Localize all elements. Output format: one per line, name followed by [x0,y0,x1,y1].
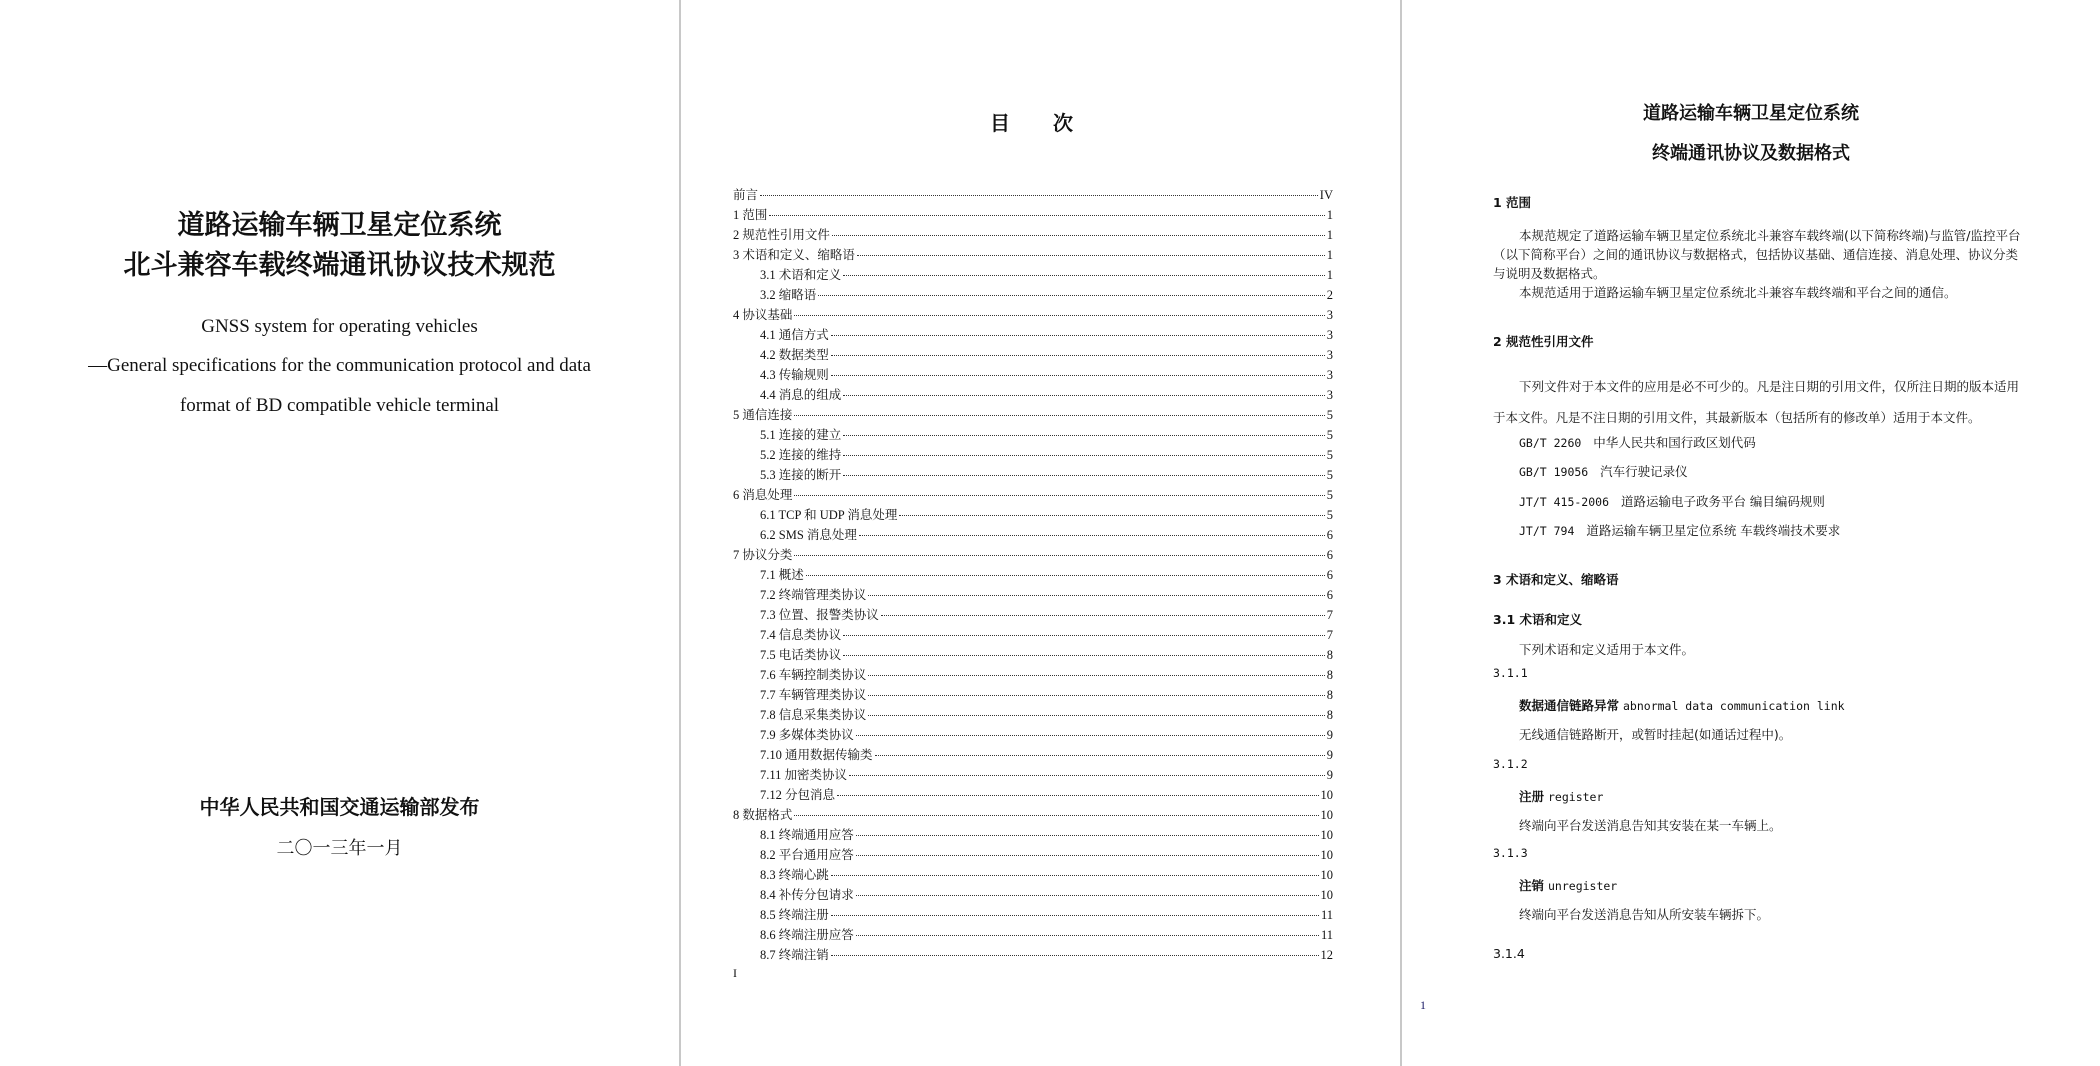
toc-entry-page: 5 [1326,448,1333,462]
toc-entry-page: 7 [1326,628,1333,642]
toc-entry-label: 8.7 终端注销 [760,948,829,962]
toc-entry-page: 1 [1326,208,1333,222]
toc-entry-page: 3 [1326,368,1333,382]
toc-entry-page: 11 [1320,928,1333,942]
toc-entry[interactable] [733,305,1333,325]
reference-title: 道路运输车辆卫星定位系统 车载终端技术要求 [1586,523,1841,538]
reference-code: JT/T 794 [1519,524,1575,538]
toc-entry-page: 8 [1326,708,1333,722]
toc-entry-label: 6.2 SMS 消息处理 [760,528,857,542]
toc-entry-label: 7.8 信息采集类协议 [760,708,867,722]
term-name-en: abnormal data communication link [1623,699,1845,713]
term-name [1519,876,1617,894]
toc-entry[interactable] [733,745,1333,765]
toc-entry-label: 7.6 车辆控制类协议 [760,668,867,682]
toc-entry-label: 8.1 终端通用应答 [760,828,854,842]
toc-entry-label: 7.9 多媒体类协议 [760,728,854,742]
toc-leader-dots [843,655,1324,656]
toc-leader-dots [868,715,1324,716]
toc-entry-page: 2 [1326,288,1333,302]
toc-entry-label: 4.3 传输规则 [760,368,829,382]
toc-leader-dots [875,755,1325,756]
toc-entry-label: 4.4 消息的组成 [760,388,842,402]
toc-entry[interactable] [733,265,1333,285]
toc-entry[interactable] [733,505,1333,525]
toc-entry-label: 7.11 加密类协议 [760,768,848,782]
toc-entry[interactable] [733,445,1333,465]
section-2-paragraph: 下列文件对于本文件的应用是必不可少的。凡是注日期的引用文件，仅所注日期的版本适用于本文件。凡是不注日期的引用文件，其最新版本（包括所有的修改单）适用于本文件。 [1493,379,2020,425]
reference-item [1519,462,1688,480]
toc-title: 目 次 [990,111,1091,135]
toc-entry-page: IV [1319,188,1333,202]
next-term-number: 3.1.4 [1493,946,1525,961]
toc-entry-page: 10 [1320,888,1333,902]
toc-entry-label: 8.6 终端注册应答 [760,928,854,942]
term-definition: 无线通信链路断开，或暂时挂起(如通话过程中)。 [1519,727,1792,742]
toc-leader-dots [856,855,1319,856]
toc-entry-label: 6 消息处理 [733,488,793,502]
toc-leader-dots [843,435,1324,436]
toc-entry-page: 5 [1326,488,1333,502]
term-number: 3.1.1 [1493,666,1528,680]
reference-title: 中华人民共和国行政区划代码 [1593,435,1756,450]
section-1-paragraph-2: 本规范适用于道路运输车辆卫星定位系统北斗兼容车载终端和平台之间的通信。 [1519,285,1957,300]
term-name [1519,696,1845,714]
toc-entry[interactable] [733,905,1333,925]
toc-leader-dots [843,455,1324,456]
toc-entry-label: 7.12 分包消息 [760,788,836,802]
reference-item [1519,521,1840,539]
toc-entry-page: 1 [1326,228,1333,242]
toc-entry[interactable] [733,665,1333,685]
toc-leader-dots [856,895,1319,896]
toc-entry-page: 10 [1320,868,1333,882]
toc-entry-label: 7.3 位置、报警类协议 [760,608,879,622]
section-3-1-intro: 下列术语和定义适用于本文件。 [1519,642,1695,657]
toc-entry-label: 3.1 术语和定义 [760,268,842,282]
term-name-en: unregister [1548,879,1618,893]
toc-leader-dots [856,735,1325,736]
toc-entry[interactable] [733,725,1333,745]
toc-entry-label: 5 通信连接 [733,408,793,422]
toc-leader-dots [769,215,1324,216]
toc-entry-label: 5.2 连接的维持 [760,448,842,462]
toc-leader-dots [843,395,1324,396]
cover-date: 二〇一三年一月 [276,838,403,859]
toc-entry-label: 8 数据格式 [733,808,793,822]
toc-entry-page: 10 [1320,808,1333,822]
toc-page [681,0,1400,1066]
toc-entry-page: 3 [1326,308,1333,322]
toc-leader-dots [831,875,1319,876]
toc-entry[interactable] [733,545,1333,565]
term-definition: 终端向平台发送消息告知从所安装车辆拆下。 [1519,907,1770,922]
toc-entry[interactable] [733,925,1333,945]
toc-leader-dots [859,535,1325,536]
section-2-heading: 2 规范性引用文件 [1493,334,1594,349]
toc-entry[interactable] [733,605,1333,625]
toc-entry-label: 4.2 数据类型 [760,348,829,362]
toc-entry-label: 7.5 电话类协议 [760,648,842,662]
reference-code: GB/T 2260 [1519,436,1582,450]
section-1-heading: 1 范围 [1493,195,1532,210]
toc-entry-label: 4.1 通信方式 [760,328,829,342]
toc-leader-dots [899,515,1324,516]
cover-publisher: 中华人民共和国交通运输部发布 [199,795,480,819]
toc-entry-page: 5 [1326,408,1333,422]
toc-leader-dots [794,315,1324,316]
term-name-cn: 数据通信链路异常 [1519,698,1620,713]
toc-entry[interactable] [733,225,1333,245]
toc-entry[interactable] [733,645,1333,665]
toc-entry-label: 7.7 车辆管理类协议 [760,688,867,702]
toc-entry-page: 3 [1326,348,1333,362]
toc-leader-dots [818,295,1324,296]
toc-entry-label: 3.2 缩略语 [760,288,817,302]
toc-leader-dots [837,795,1318,796]
term-number: 3.1.3 [1493,846,1528,860]
toc-leader-dots [794,495,1324,496]
toc-leader-dots [832,235,1325,236]
reference-code: JT/T 415-2006 [1519,495,1610,509]
toc-entry-label: 1 范围 [733,208,768,222]
toc-leader-dots [856,835,1319,836]
toc-leader-dots [831,375,1325,376]
toc-entry-label: 7.1 概述 [760,568,804,582]
toc-entry-label: 8.3 终端心跳 [760,868,829,882]
toc-entry[interactable] [733,465,1333,485]
toc-entry-page: 11 [1320,908,1333,922]
toc-entry[interactable] [733,865,1333,885]
section-1-paragraph-1: 本规范规定了道路运输车辆卫星定位系统北斗兼容车载终端(以下简称终端)与监管/监控平台（以下简称平台）之间的通讯协议与数据格式，包括协议基础、通信连接、消息处理、协议分类与说明及数据格式。 [1493,228,2021,281]
toc-entry[interactable] [733,365,1333,385]
toc-entry-label: 7.10 通用数据传输类 [760,748,873,762]
toc-entry-label: 6.1 TCP 和 UDP 消息处理 [760,508,898,522]
cover-english-title-line2: —General specifications for the communication protocol and data [88,355,591,376]
toc-entry-page: 3 [1326,328,1333,342]
reference-item [1519,433,1756,451]
term-name-cn: 注销 [1519,878,1545,893]
toc-entry-label: 7.4 信息类协议 [760,628,842,642]
toc-leader-dots [857,255,1325,256]
toc-leader-dots [806,575,1325,576]
toc-entry-page: 8 [1326,648,1333,662]
term-name-cn: 注册 [1519,789,1545,804]
toc-leader-dots [881,615,1325,616]
term-name [1519,787,1603,805]
toc-entry[interactable] [733,405,1333,425]
toc-entry-page: 5 [1326,428,1333,442]
toc-entry-page: 9 [1326,748,1333,762]
toc-leader-dots [760,195,1318,196]
term-definition: 终端向平台发送消息告知其安装在某一车辆上。 [1519,818,1782,833]
toc-entry[interactable] [733,285,1333,305]
toc-entry-page: 6 [1326,528,1333,542]
term-number: 3.1.2 [1493,757,1528,771]
toc-entry-page: 5 [1326,468,1333,482]
toc-entry-page: 3 [1326,388,1333,402]
toc-leader-dots [843,275,1324,276]
toc-entry[interactable] [733,785,1333,805]
toc-leader-dots [794,815,1318,816]
toc-leader-dots [831,915,1319,916]
toc-entry[interactable] [733,885,1333,905]
toc-entry-label: 前言 [733,188,759,202]
reference-code: GB/T 19056 [1519,465,1589,479]
toc-entry-label: 4 协议基础 [733,308,793,322]
toc-entry[interactable] [733,565,1333,585]
toc-entry-page: 10 [1320,788,1333,802]
toc-entry[interactable] [733,185,1333,205]
toc-entry-page: 6 [1326,568,1333,582]
toc-entry[interactable] [733,585,1333,605]
toc-entry[interactable] [733,205,1333,225]
toc-entry[interactable] [733,685,1333,705]
toc-entry[interactable] [733,525,1333,545]
toc-entry[interactable] [733,845,1333,865]
cover-page [0,0,679,1066]
toc-entry[interactable] [733,805,1333,825]
toc-page-number: I [733,966,737,980]
toc-entry-page: 6 [1326,548,1333,562]
toc-leader-dots [868,695,1324,696]
toc-leader-dots [794,555,1324,556]
toc-leader-dots [843,475,1324,476]
toc-entry-label: 5.1 连接的建立 [760,428,842,442]
cover-title-line1: 道路运输车辆卫星定位系统 [177,210,502,241]
toc-entry-label: 7.2 终端管理类协议 [760,588,867,602]
toc-entry[interactable] [733,325,1333,345]
toc-list [733,185,1333,965]
toc-leader-dots [831,955,1319,956]
toc-entry-label: 8.4 补传分包请求 [760,888,854,902]
toc-entry[interactable] [733,825,1333,845]
toc-entry-label: 5.3 连接的断开 [760,468,842,482]
toc-entry[interactable] [733,245,1333,265]
toc-entry-label: 2 规范性引用文件 [733,228,830,242]
reference-item [1519,492,1825,510]
toc-entry[interactable] [733,485,1333,505]
toc-leader-dots [831,335,1325,336]
section-3-heading: 3 术语和定义、缩略语 [1493,572,1619,587]
toc-entry-page: 8 [1326,688,1333,702]
toc-leader-dots [856,935,1319,936]
toc-entry-page: 7 [1326,608,1333,622]
toc-leader-dots [849,775,1325,776]
toc-leader-dots [794,415,1324,416]
cover-title-line2: 北斗兼容车载终端通讯协议技术规范 [123,250,556,281]
toc-leader-dots [831,355,1325,356]
toc-leader-dots [843,635,1324,636]
toc-entry[interactable] [733,345,1333,365]
toc-entry-label: 8.2 平台通用应答 [760,848,854,862]
section-3-1-heading: 3.1 术语和定义 [1493,612,1582,627]
toc-leader-dots [868,675,1324,676]
toc-entry[interactable] [733,765,1333,785]
toc-entry-label: 3 术语和定义、缩略语 [733,248,855,262]
toc-entry-page: 10 [1320,848,1333,862]
toc-entry-page: 6 [1326,588,1333,602]
toc-leader-dots [868,595,1324,596]
toc-entry-page: 9 [1326,728,1333,742]
cover-english-title-line1: GNSS system for operating vehicles [201,316,478,337]
body-title-line2: 终端通讯协议及数据格式 [1652,143,1850,164]
toc-entry-label: 7 协议分类 [733,548,793,562]
toc-entry-page: 8 [1326,668,1333,682]
toc-entry-page: 1 [1326,248,1333,262]
reference-title: 汽车行驶记录仪 [1600,464,1688,479]
toc-entry-page: 5 [1326,508,1333,522]
toc-entry-page: 10 [1320,828,1333,842]
cover-english-title-line3: format of BD compatible vehicle terminal [179,395,500,416]
reference-title: 道路运输电子政务平台 编目编码规则 [1620,494,1825,509]
term-name-en: register [1548,790,1604,804]
toc-entry[interactable] [733,705,1333,725]
toc-entry[interactable] [733,425,1333,445]
body-page-number: 1 [1420,998,1426,1012]
toc-entry-page: 12 [1320,948,1333,962]
toc-entry[interactable] [733,385,1333,405]
toc-entry[interactable] [733,945,1333,965]
toc-entry-label: 8.5 终端注册 [760,908,829,922]
toc-entry-page: 9 [1326,768,1333,782]
toc-entry-page: 1 [1326,268,1333,282]
body-title-line1: 道路运输车辆卫星定位系统 [1643,103,1859,124]
toc-entry[interactable] [733,625,1333,645]
body-page [1402,0,2100,1066]
